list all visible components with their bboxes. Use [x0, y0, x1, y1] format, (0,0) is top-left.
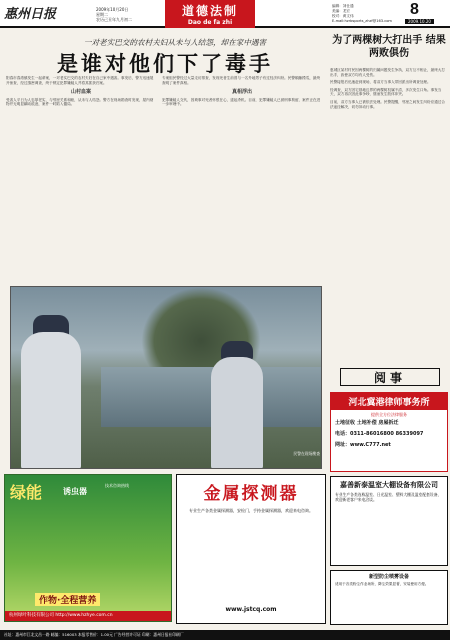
article-paragraph: 犯罪嫌疑人交代，因琐事对死者怀恨在心，遂起杀机。目前，犯罪嫌疑人已被刑事拘留，案件正在进一步审理中。 [162, 97, 321, 107]
date-line: 2009年10月20日 [96, 7, 129, 12]
date-line: 农历己丑年九月初二 [96, 17, 132, 22]
article-paragraph: 经调查，双方因宅基地边界的两棵树权属不清，多次发生口角。事发当天，双方再次因此事争吵，继而发生肢体冲突。 [330, 87, 442, 97]
page-number: 8 [410, 1, 419, 18]
ad-body: 专业生产各类连栋温室、日光温室、塑料大棚及温室配套设备，欢迎新老客户来电洽谈。 [335, 492, 442, 502]
editor-line: 校对：黄文伟 [332, 14, 354, 18]
ad-slogan: 作物·全程营养 [35, 593, 100, 606]
metal-detector-ad [176, 474, 326, 624]
ad-title: 河北冀港律师事务所 [331, 393, 447, 410]
law-firm-ad [330, 392, 448, 472]
ad-title: 新型防尘喷雾设备 [368, 574, 409, 580]
ad-subtitle: 提供全方位法律服务 [371, 412, 407, 417]
editor-line: E-mail:hzrbsports_zhzf@163.com [332, 19, 392, 23]
newspaper-logo: 惠州日报 [4, 7, 57, 22]
ad-footer: 杭州绿叶科技有限公司 http://www.hzhye.com.cn [5, 611, 171, 621]
article-subheading: 真相浮出 [231, 89, 252, 96]
article-paragraph: 民警接报后迅速赶到现场，将双方当事人带回派出所调查处理。 [330, 80, 431, 85]
editor-credits [332, 4, 402, 24]
greenhouse-ad [330, 476, 448, 566]
ad-title: 嘉善新泰温室大棚设备有限公司 [340, 481, 438, 489]
ad-body: 适用于各类粉尘作业场所，降尘效果显著，安装使用方便。 [335, 582, 429, 586]
ad-phone-label: 技术咨询热线 [105, 483, 129, 488]
side-article-title: 为了两棵树大打出手 结果两败俱伤 [332, 35, 446, 59]
article-paragraph: 阳春市春湾镇发生一起命案，一对老实巴交的农村夫妇在自己家中遇害。事发后，警方迅速展开侦查，经过缜密调查，终于锁定犯罪嫌疑人并将其抓获归案。 [6, 76, 154, 85]
dust-equipment-ad [330, 570, 448, 625]
article-middle-column [162, 76, 322, 276]
article-paragraph: 惠城区某村村民因两棵树的归属问题发生争执，双方互不相让，最终大打出手，致使双方均有人受伤。 [330, 68, 445, 77]
ad-subtitle: 诱虫器 [63, 487, 87, 496]
side-article-body [330, 68, 448, 109]
news-photo [10, 286, 322, 469]
section-banner [165, 0, 255, 28]
side-article [330, 34, 448, 364]
section-pinyin: Dao de fa zhi [187, 19, 233, 26]
article-left-column [6, 76, 156, 276]
section-title: 道德法制 [181, 4, 238, 18]
ad-url: www.jstcq.com [225, 606, 277, 613]
editor-line: 编辑：刘仕通 [332, 4, 354, 8]
article-paragraph: 专案组民警经过大量走访排查，发现死者生前曾与一名外地男子有过经济纠纷。民警顺藤摸瓜，最终查明了案件真相。 [162, 76, 321, 85]
photo-caption: 民警在现场勘查 [293, 451, 320, 456]
page-date: 2009.10.20 [405, 19, 434, 24]
main-headline: 是谁对他们下了毒手 [57, 52, 273, 76]
ad-line: 电话：0311-86016800 86339097 [335, 431, 424, 437]
page-footer: 社址：惠州市江北文昌一路 邮编：516003 本报零售价：1.00元 广告经营许可证 印刷：惠州日报社印刷厂 [0, 630, 450, 640]
article-paragraph: 受害人平日为人忠厚老实，与邻里关系和睦，从未与人结怨。警方在现场勘查时发现，屋内财物并无明显翻动痕迹，案件一时陷入僵局。 [6, 97, 154, 107]
article-paragraph: 目前，双方当事人已被依法处理。民警提醒，邻里之间发生纠纷应通过合法途径解决，切勿冲动行事。 [330, 99, 445, 109]
editor-line: 美编：龙宏 [332, 9, 350, 13]
ad-line: 网址：www.C777.net [335, 442, 391, 448]
photo-police-officer [21, 332, 81, 469]
ad-title: 金属探测器 [203, 484, 299, 504]
date-line: 星期二 [96, 12, 108, 17]
ad-line: 土地征收 土地补偿 房屋拆迁 [335, 420, 399, 426]
ad-title: 绿能 [10, 483, 43, 502]
headline-kicker: 一对老实巴交的农村夫妇从未与人结怨，却在家中遇害 [83, 38, 267, 47]
issue-date [96, 7, 166, 22]
masthead [0, 0, 450, 28]
ad-body: 专业生产各类金属探测器，安检门，手持金属探测器，欢迎来电咨询。 [189, 508, 313, 513]
column-label: 阅事 [340, 368, 440, 386]
article-subheading: 山村血案 [70, 89, 91, 96]
green-energy-ad [4, 474, 172, 622]
